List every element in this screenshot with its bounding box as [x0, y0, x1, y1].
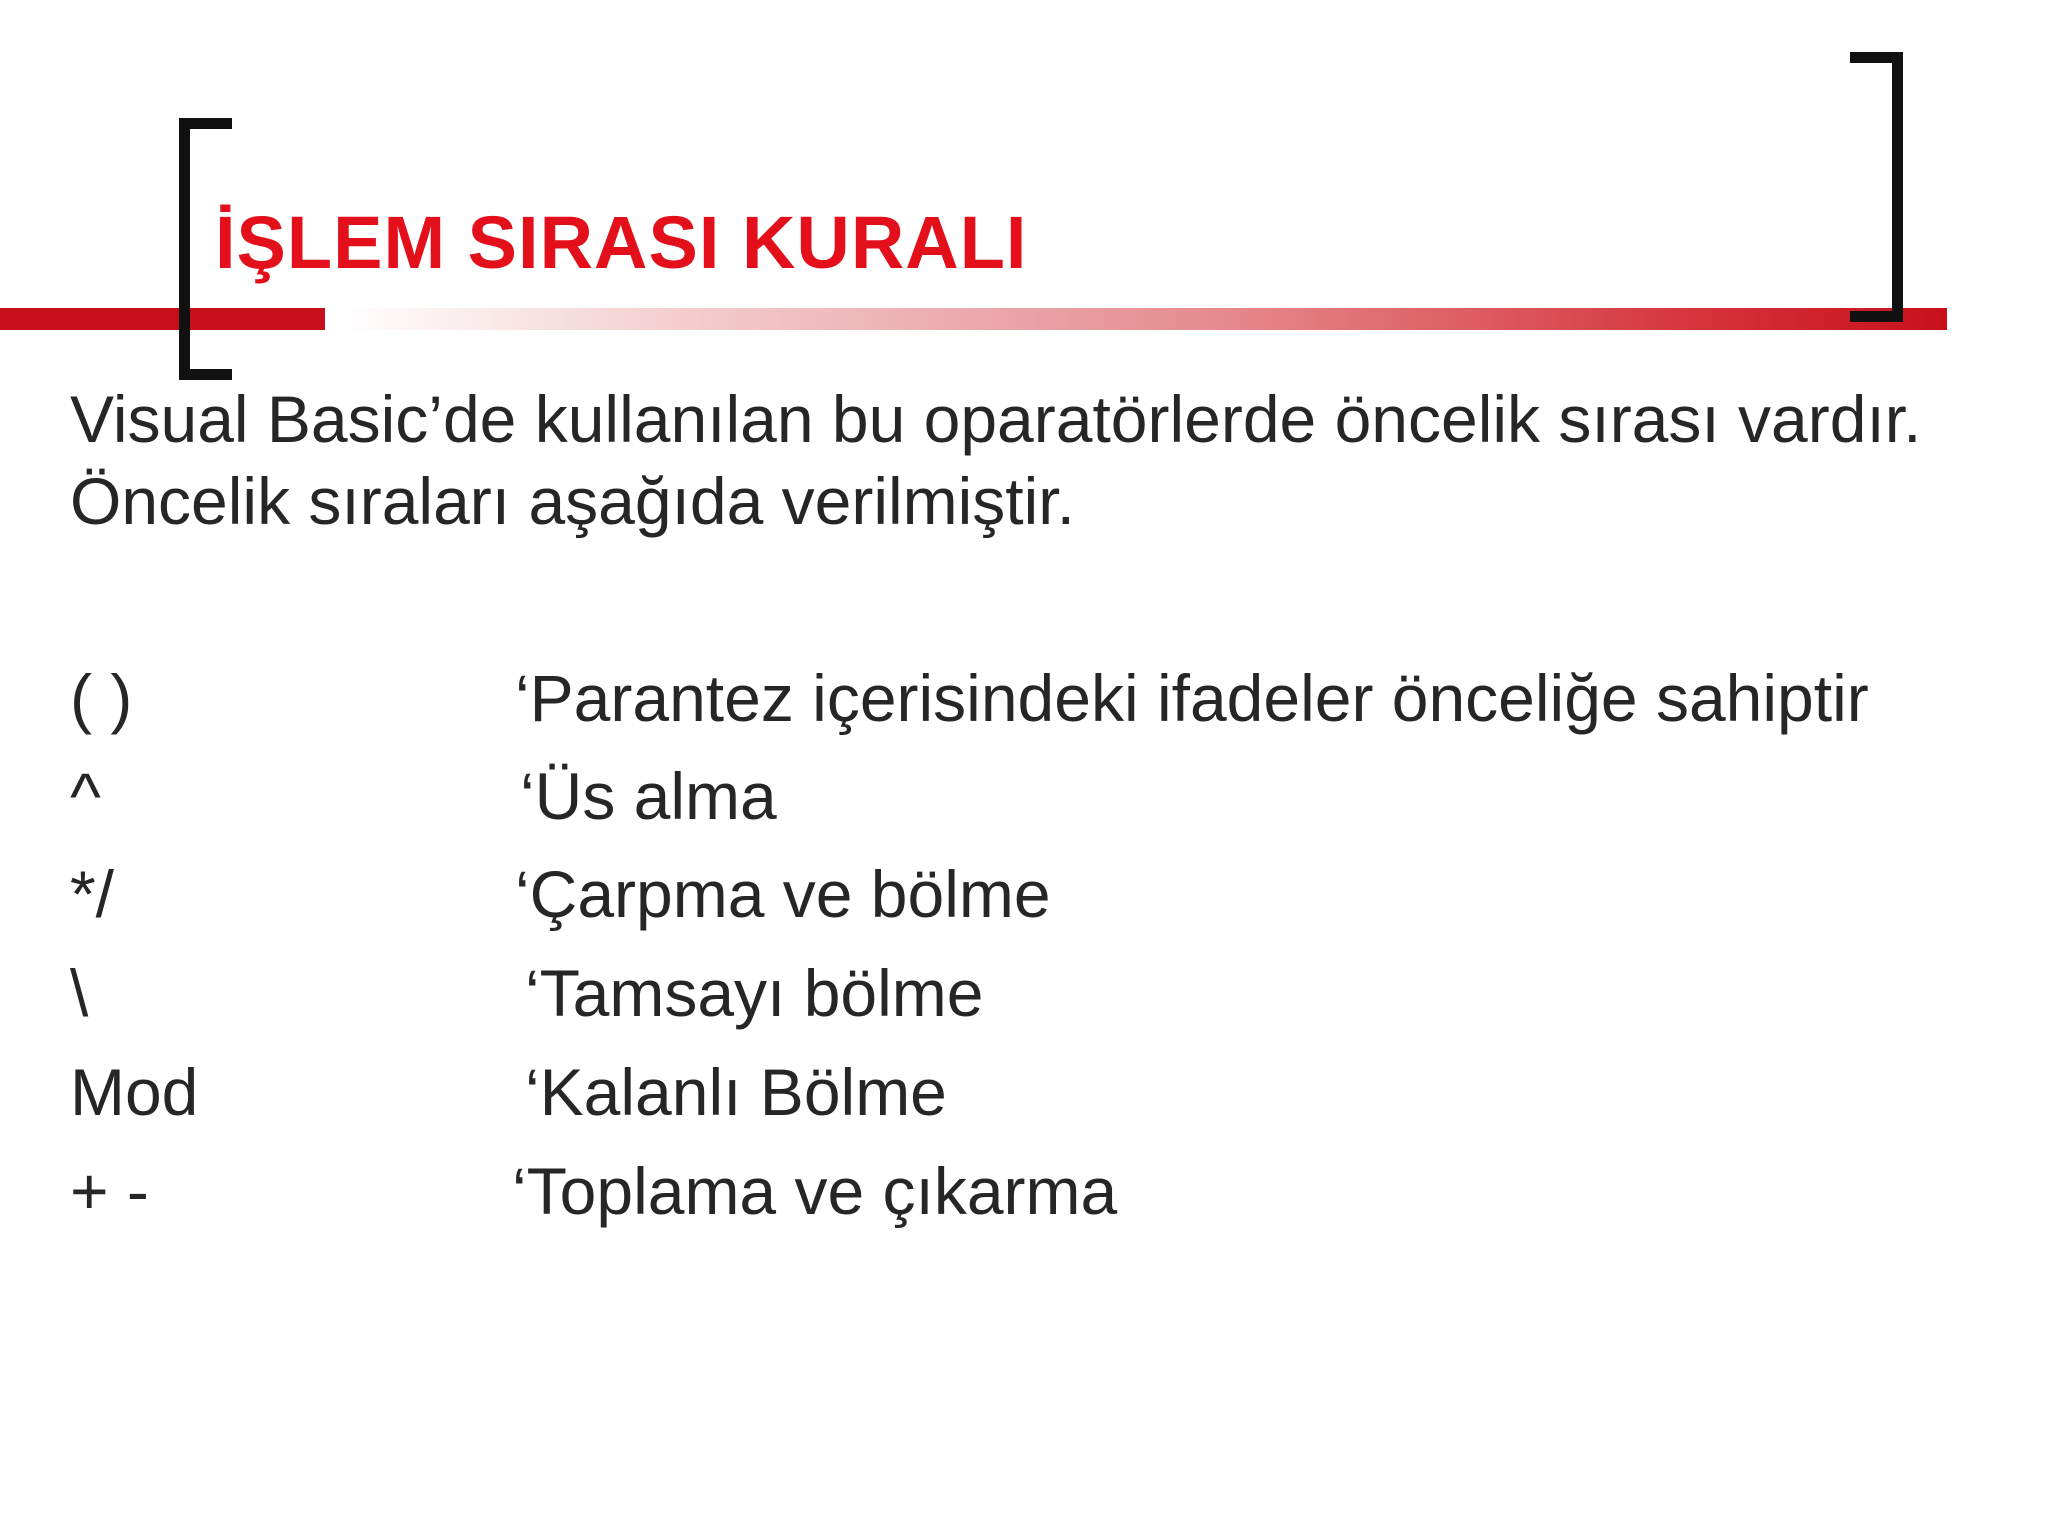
operator-symbol: ( ): [70, 661, 133, 735]
operator-row-parentheses: [0, 660, 2048, 750]
operator-row-multiply-divide: [0, 856, 2048, 946]
operator-symbol: Mod: [70, 1055, 199, 1129]
title-accent-bar-right: [340, 308, 1947, 330]
operator-description: ‘Toplama ve çıkarma: [512, 1154, 1118, 1228]
operator-symbol: ^: [70, 759, 101, 833]
operator-description: ‘Parantez içerisindeki ifadeler önceliğe sahiptir: [515, 661, 1869, 735]
operator-description: ‘Tamsayı bölme: [525, 956, 984, 1030]
intro-paragraph: Visual Basic’de kullanılan bu oparatörlerde öncelik sırası vardır. Öncelik sıraları aşağıda verilmiştir.: [70, 382, 1922, 538]
operator-row-integer-division: [0, 955, 2048, 1045]
operator-row-add-subtract: [0, 1153, 2048, 1243]
operator-description: ‘Çarpma ve bölme: [515, 857, 1051, 931]
right-bracket-decoration: [1850, 52, 1903, 322]
operator-row-modulo: [0, 1054, 2048, 1144]
operator-row-exponent: [0, 758, 2048, 848]
slide-title: İŞLEM SIRASI KURALI: [215, 201, 1028, 284]
operator-description: ‘Kalanlı Bölme: [525, 1055, 947, 1129]
title-accent-bar-left: [0, 308, 325, 330]
operator-symbol: */: [70, 857, 115, 931]
operator-symbol: + -: [70, 1154, 149, 1228]
operator-description: ‘Üs alma: [520, 759, 777, 833]
operator-symbol: \: [70, 956, 89, 1030]
